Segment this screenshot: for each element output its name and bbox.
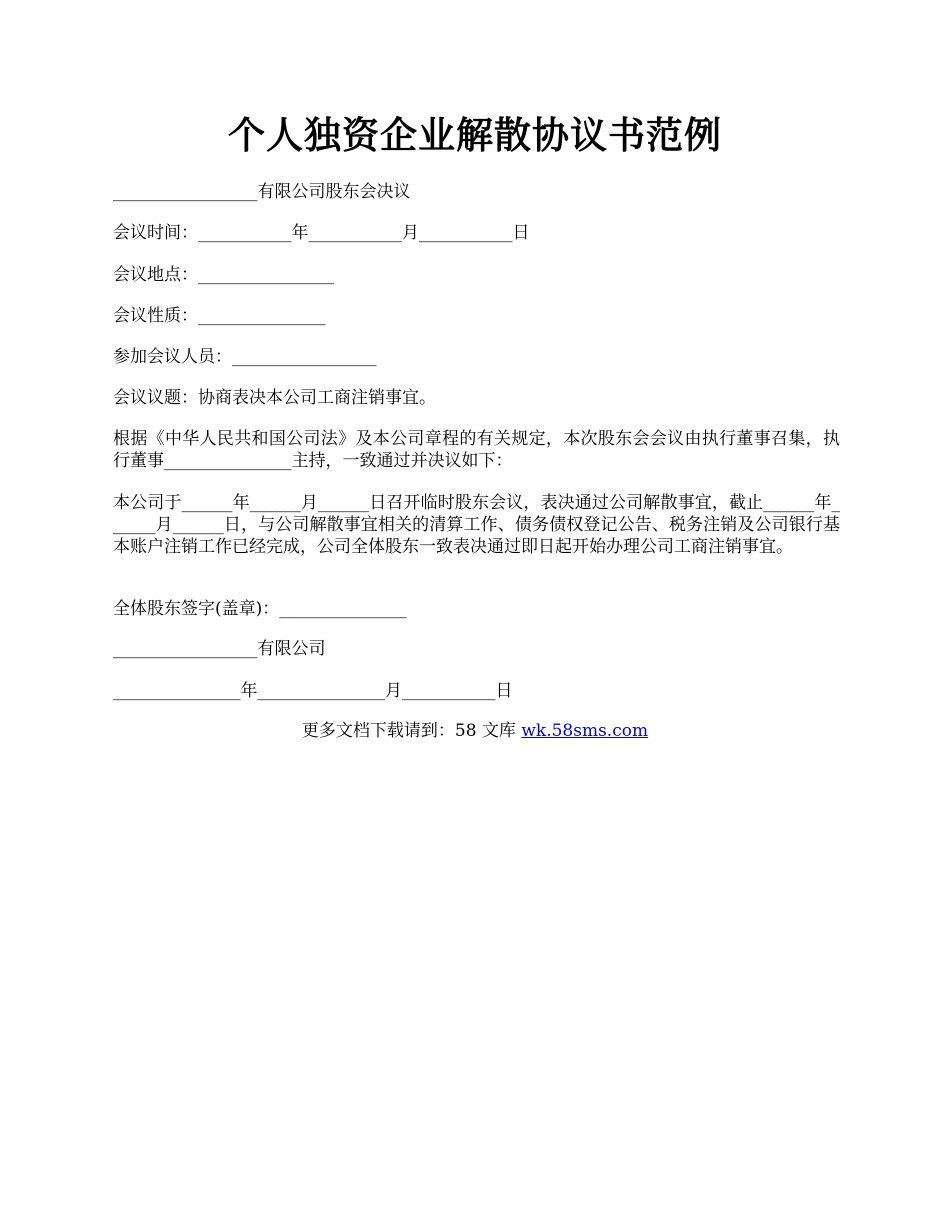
meeting-location-line: 会议地点：________________ [113,265,334,285]
date-line: _______________年_______________月___________日 [113,681,513,701]
resolution-heading-line: _________________有限公司股东会决议 [113,182,411,202]
meeting-topic-line: 会议议题：协商表决本公司工商注销事宜。 [113,388,436,408]
company-name-line: _________________有限公司 [113,639,326,659]
download-footer [0,720,950,742]
shareholder-signature-line: 全体股东签字(盖章)：_______________ [113,599,407,619]
attendees-line: 参加会议人员：_________________ [113,347,377,367]
footer-site-link[interactable]: wk.58sms.com [521,721,649,741]
meeting-nature-line: 会议性质：_______________ [113,306,326,326]
meeting-time-line: 会议时间：___________年___________月___________日 [113,223,530,243]
resolution-paragraph: 本公司于______年______月______日召开临时股东会议，表决通过公司解散事宜，截止______年______月______日，与公司解散事宜相关的清算工作、债务债权登记公告、税务注销及公司银行基本账户注销工作已经完成，公司全体股东一致表决通过即日起开始办理公司工商注销事宜。 [113,493,840,557]
document-title: 个人独资企业解散协议书范例 [228,113,722,157]
footer-prefix-text: 更多文档下载请到：58 文库 [301,721,522,741]
legal-basis-paragraph: 根据《中华人民共和国公司法》及本公司章程的有关规定，本次股东会会议由执行董事召集，执行董事_______________主持，一致通过并决议如下： [113,429,840,471]
